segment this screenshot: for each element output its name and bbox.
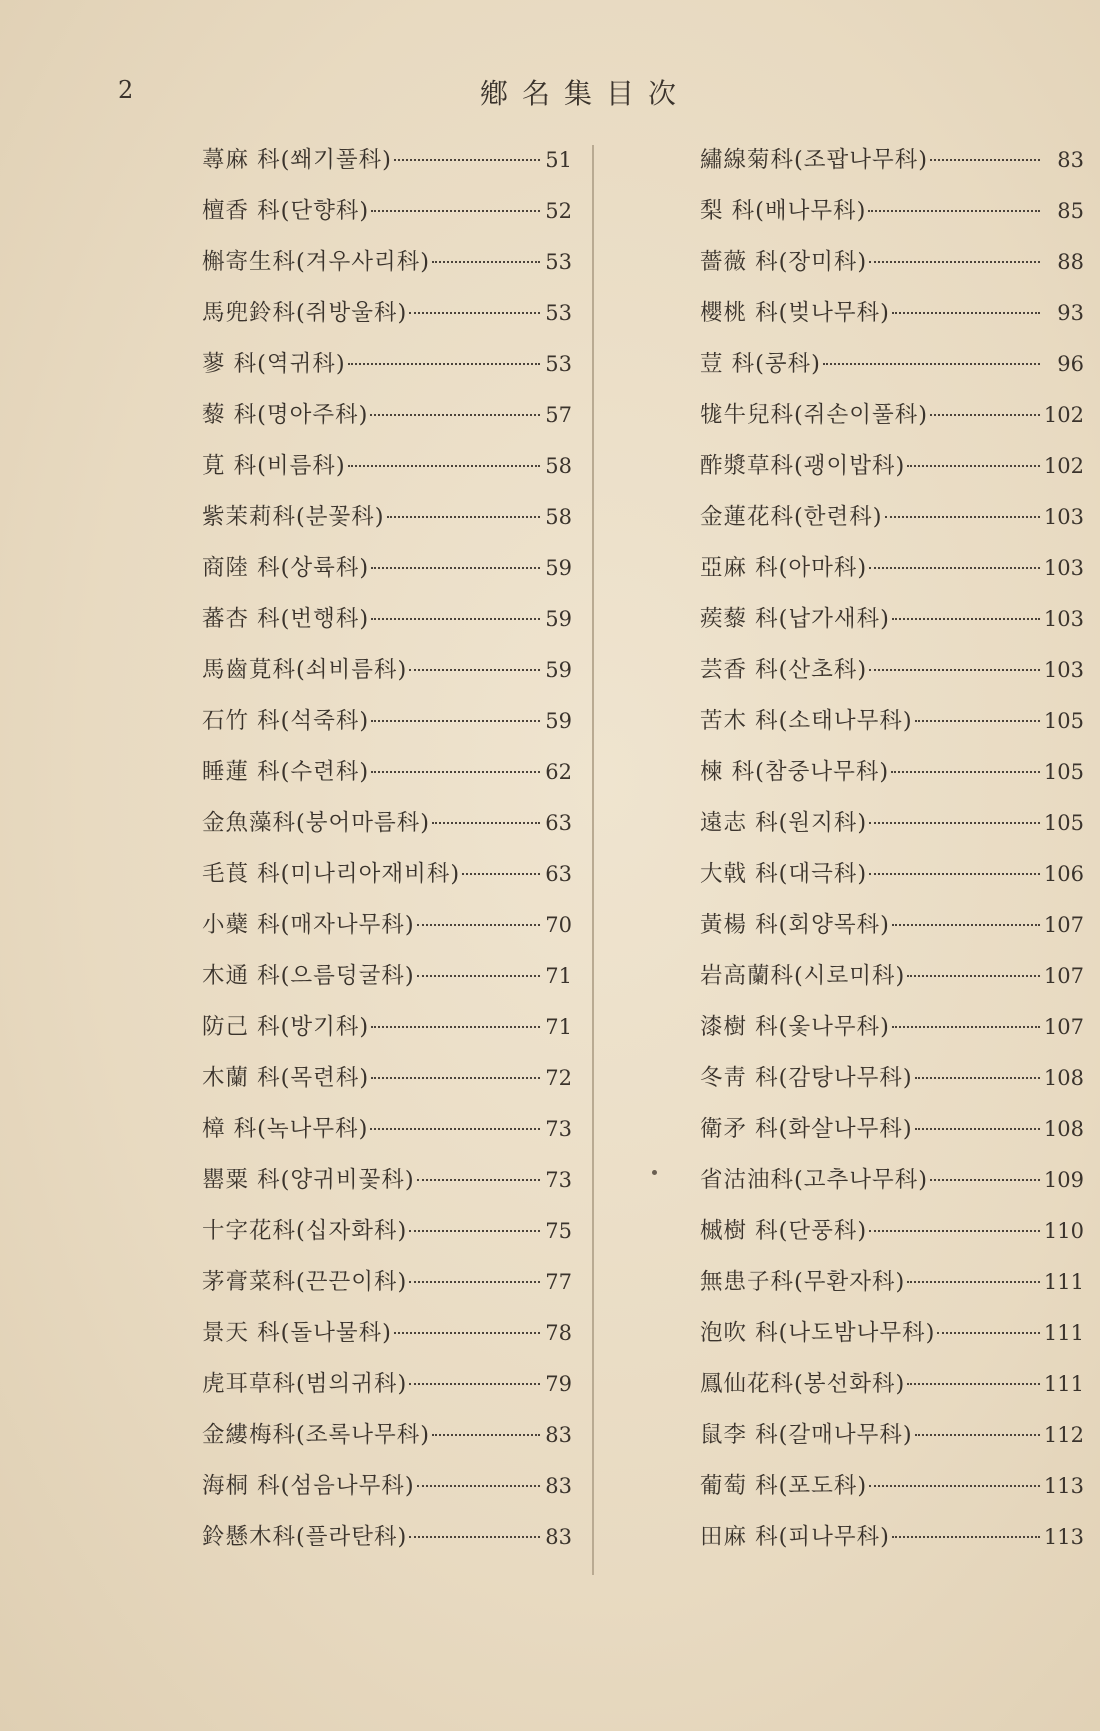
toc-entry-name: 金縷梅科(조록나무科) <box>202 1422 430 1448</box>
toc-entry-page: 113 <box>1043 1525 1084 1549</box>
toc-entry-name: 黃楊 科(회양목科) <box>700 912 890 938</box>
dot-leader <box>930 414 1040 416</box>
toc-entry <box>700 805 1084 856</box>
toc-left-column <box>202 142 572 1570</box>
toc-entry-page: 111 <box>1043 1321 1084 1345</box>
toc-entry <box>700 142 1084 193</box>
toc-entry-page: 102 <box>1043 403 1084 427</box>
toc-entry-page: 59 <box>545 658 572 682</box>
toc-entry-page: 113 <box>1043 1474 1084 1498</box>
toc-entry-name: 鳳仙花科(봉선화科) <box>700 1371 906 1397</box>
toc-entry-name: 紫茉莉科(분꽃科) <box>202 504 385 530</box>
dot-leader <box>892 1536 1040 1538</box>
toc-entry-name: 檀香 科(단향科) <box>202 198 370 224</box>
dot-leader <box>371 1026 540 1028</box>
toc-entry <box>202 295 572 346</box>
toc-entry-name: 省沽油科(고추나무科) <box>700 1167 928 1193</box>
dot-leader <box>432 1434 540 1436</box>
toc-entry-page: 59 <box>545 556 572 580</box>
toc-entry-name: 石竹 科(석죽科) <box>202 708 370 734</box>
toc-entry <box>202 397 572 448</box>
toc-entry-page: 73 <box>545 1168 572 1192</box>
toc-entry-name: 小蘗 科(매자나무科) <box>202 912 415 938</box>
dot-leader <box>937 1332 1040 1334</box>
toc-entry-page: 103 <box>1043 505 1084 529</box>
toc-entry-name: 馬齒莧科(쇠비름科) <box>202 657 408 683</box>
dot-leader <box>370 1128 540 1130</box>
toc-entry <box>202 856 572 907</box>
toc-entry <box>202 1060 572 1111</box>
toc-entry-page: 53 <box>545 250 572 274</box>
toc-entry-page: 107 <box>1043 964 1084 988</box>
dot-leader <box>371 567 540 569</box>
dot-leader <box>930 159 1040 161</box>
dot-leader <box>371 1077 540 1079</box>
toc-entry-name: 景天 科(돌나물科) <box>202 1320 392 1346</box>
toc-entry <box>202 499 572 550</box>
toc-entry-page: 77 <box>545 1270 572 1294</box>
toc-entry-page: 78 <box>545 1321 572 1345</box>
toc-entry-name: 蕁麻 科(쐐기풀科) <box>202 147 392 173</box>
dot-leader <box>432 822 540 824</box>
toc-entry-name: 大戟 科(대극科) <box>700 861 868 887</box>
toc-entry-name: 酢漿草科(괭이밥科) <box>700 453 906 479</box>
toc-entry-name: 繡線菊科(조팝나무科) <box>700 147 928 173</box>
toc-entry <box>700 958 1084 1009</box>
dot-leader <box>892 1026 1040 1028</box>
toc-entry-name: 岩高蘭科(시로미科) <box>700 963 906 989</box>
toc-entry <box>700 856 1084 907</box>
toc-entry <box>202 193 572 244</box>
dot-leader <box>907 1281 1040 1283</box>
toc-entry-page: 71 <box>545 1015 572 1039</box>
toc-entry-page: 59 <box>545 607 572 631</box>
toc-entry-page: 53 <box>545 352 572 376</box>
toc-entry-page: 109 <box>1043 1168 1084 1192</box>
toc-entry-name: 睡蓮 科(수련科) <box>202 759 370 785</box>
toc-entry <box>202 907 572 958</box>
toc-entry-page: 57 <box>545 403 572 427</box>
toc-entry <box>700 448 1084 499</box>
dot-leader <box>417 1179 540 1181</box>
toc-entry-name: 槲寄生科(겨우사리科) <box>202 249 430 275</box>
dot-leader <box>892 312 1040 314</box>
toc-entry-name: 木蘭 科(목련科) <box>202 1065 370 1091</box>
toc-entry-name: 荳 科(콩科) <box>700 351 821 377</box>
toc-entry-name: 毛莨 科(미나리아재비科) <box>202 861 461 887</box>
toc-entry <box>700 295 1084 346</box>
toc-entry-name: 防己 科(방기科) <box>202 1014 370 1040</box>
toc-entry <box>700 1111 1084 1162</box>
dot-leader <box>409 1383 540 1385</box>
toc-entry-name: 馬兜鈴科(쥐방울科) <box>202 300 408 326</box>
toc-entry-page: 70 <box>545 913 572 937</box>
toc-entry <box>202 1213 572 1264</box>
toc-entry-name: 樟 科(녹나무科) <box>202 1116 369 1142</box>
toc-entry <box>202 244 572 295</box>
dot-leader <box>869 567 1040 569</box>
toc-entry <box>700 1162 1084 1213</box>
toc-right-column <box>700 142 1084 1570</box>
toc-entry-page: 83 <box>545 1423 572 1447</box>
toc-entry <box>202 754 572 805</box>
toc-entry-name: 無患子科(무환자科) <box>700 1269 906 1295</box>
toc-entry <box>202 703 572 754</box>
toc-entry <box>700 193 1084 244</box>
toc-entry <box>202 1162 572 1213</box>
toc-entry <box>202 1009 572 1060</box>
dot-leader <box>432 261 540 263</box>
dot-leader <box>915 1434 1040 1436</box>
toc-entry <box>202 1366 572 1417</box>
toc-entry <box>202 1315 572 1366</box>
toc-entry <box>700 1519 1084 1570</box>
dot-leader <box>869 822 1040 824</box>
dot-leader <box>371 720 540 722</box>
dot-leader <box>417 924 540 926</box>
toc-entry <box>202 805 572 856</box>
dot-leader <box>409 669 540 671</box>
toc-entry-name: 亞麻 科(아마科) <box>700 555 868 581</box>
toc-entry-page: 83 <box>545 1474 572 1498</box>
toc-entry-name: 藜 科(명아주科) <box>202 402 369 428</box>
toc-entry <box>202 142 572 193</box>
toc-entry-page: 105 <box>1043 811 1084 835</box>
toc-entry-page: 106 <box>1043 862 1084 886</box>
toc-entry-page: 102 <box>1043 454 1084 478</box>
toc-entry-page: 62 <box>545 760 572 784</box>
dot-leader <box>915 1128 1040 1130</box>
toc-entry-page: 85 <box>1057 199 1084 223</box>
toc-entry <box>202 1519 572 1570</box>
toc-entry-page: 105 <box>1043 760 1084 784</box>
toc-entry-name: 櫻桃 科(벚나무科) <box>700 300 890 326</box>
dot-leader <box>869 1230 1040 1232</box>
toc-entry-page: 71 <box>545 964 572 988</box>
ink-speck <box>652 1170 657 1175</box>
dot-leader <box>907 465 1040 467</box>
toc-entry-name: 鈴懸木科(플라탄科) <box>202 1524 408 1550</box>
toc-entry-name: 莧 科(비름科) <box>202 453 346 479</box>
dot-leader <box>823 363 1040 365</box>
toc-entry-name: 冬靑 科(감탕나무科) <box>700 1065 913 1091</box>
toc-entry-name: 罌粟 科(양귀비꽃科) <box>202 1167 415 1193</box>
toc-entry <box>700 499 1084 550</box>
toc-entry-name: 木通 科(으름덩굴科) <box>202 963 415 989</box>
toc-entry-name: 薔薇 科(장미科) <box>700 249 868 275</box>
toc-entry-name: 梨 科(배나무科) <box>700 198 867 224</box>
toc-entry-page: 111 <box>1043 1270 1084 1294</box>
toc-entry-page: 58 <box>545 454 572 478</box>
toc-entry-name: 蕃杏 科(번행科) <box>202 606 370 632</box>
toc-entry-name: 海桐 科(섬음나무科) <box>202 1473 415 1499</box>
toc-entry <box>700 346 1084 397</box>
dot-leader <box>869 1485 1040 1487</box>
toc-entry <box>700 1468 1084 1519</box>
toc-entry <box>700 1213 1084 1264</box>
toc-entry-page: 103 <box>1043 658 1084 682</box>
toc-entry-page: 72 <box>545 1066 572 1090</box>
toc-entry-name: 楝 科(참중나무科) <box>700 759 890 785</box>
toc-entry-page: 83 <box>1057 148 1084 172</box>
toc-entry-page: 103 <box>1043 607 1084 631</box>
toc-entry-name: 漆樹 科(옻나무科) <box>700 1014 890 1040</box>
toc-entry-page: 110 <box>1043 1219 1084 1243</box>
dot-leader <box>409 1230 540 1232</box>
toc-entry-name: 金蓮花科(한련科) <box>700 504 883 530</box>
dot-leader <box>387 516 540 518</box>
toc-entry <box>700 550 1084 601</box>
toc-entry-name: 鼠李 科(갈매나무科) <box>700 1422 913 1448</box>
toc-entry-page: 88 <box>1057 250 1084 274</box>
dot-leader <box>417 975 540 977</box>
toc-entry-page: 73 <box>545 1117 572 1141</box>
dot-leader <box>915 720 1040 722</box>
toc-entry <box>700 1264 1084 1315</box>
toc-entry <box>202 958 572 1009</box>
toc-entry <box>700 1315 1084 1366</box>
running-title: 鄕名集目次 <box>480 77 691 110</box>
toc-entry-page: 53 <box>545 301 572 325</box>
toc-entry-page: 112 <box>1043 1423 1084 1447</box>
dot-leader <box>868 210 1040 212</box>
dot-leader <box>869 669 1040 671</box>
toc-entry <box>202 1264 572 1315</box>
dot-leader <box>394 1332 540 1334</box>
toc-entry-name: 金魚藻科(붕어마름科) <box>202 810 430 836</box>
toc-entry-page: 107 <box>1043 1015 1084 1039</box>
toc-entry-page: 108 <box>1043 1066 1084 1090</box>
toc-entry-name: 蒺藜 科(납가새科) <box>700 606 890 632</box>
toc-entry <box>202 652 572 703</box>
toc-entry-name: 泡吹 科(나도밤나무科) <box>700 1320 936 1346</box>
toc-entry <box>700 754 1084 805</box>
toc-entry-name: 茅膏菜科(끈끈이科) <box>202 1269 408 1295</box>
toc-entry <box>202 601 572 652</box>
dot-leader <box>394 159 540 161</box>
toc-entry-page: 63 <box>545 811 572 835</box>
dot-leader <box>885 516 1040 518</box>
toc-entry-page: 83 <box>545 1525 572 1549</box>
toc-entry <box>202 346 572 397</box>
toc-entry <box>202 1468 572 1519</box>
toc-entry-name: 十字花科(십자화科) <box>202 1218 408 1244</box>
dot-leader <box>417 1485 540 1487</box>
dot-leader <box>370 414 540 416</box>
dot-leader <box>371 618 540 620</box>
dot-leader <box>371 771 540 773</box>
toc-entry-name: 商陸 科(상륙科) <box>202 555 370 581</box>
dot-leader <box>348 465 540 467</box>
toc-entry <box>700 397 1084 448</box>
toc-entry-name: 葡萄 科(포도科) <box>700 1473 868 1499</box>
toc-entry-page: 59 <box>545 709 572 733</box>
toc-entry <box>202 1111 572 1162</box>
toc-entry <box>700 1417 1084 1468</box>
toc-entry-name: 牻牛兒科(쥐손이풀科) <box>700 402 928 428</box>
dot-leader <box>892 924 1040 926</box>
dot-leader <box>348 363 540 365</box>
toc-entry-page: 111 <box>1043 1372 1084 1396</box>
toc-entry <box>700 1009 1084 1060</box>
toc-entry-page: 96 <box>1057 352 1084 376</box>
dot-leader <box>869 873 1040 875</box>
toc-entry <box>202 550 572 601</box>
toc-entry-name: 虎耳草科(범의귀科) <box>202 1371 408 1397</box>
toc-entry-page: 79 <box>545 1372 572 1396</box>
dot-leader <box>409 1281 540 1283</box>
dot-leader <box>915 1077 1040 1079</box>
toc-entry-page: 107 <box>1043 913 1084 937</box>
toc-entry-name: 衛矛 科(화살나무科) <box>700 1116 913 1142</box>
toc-entry <box>700 244 1084 295</box>
toc-entry <box>700 1366 1084 1417</box>
dot-leader <box>891 771 1040 773</box>
dot-leader <box>892 618 1040 620</box>
toc-entry <box>700 601 1084 652</box>
toc-entry-page: 63 <box>545 862 572 886</box>
toc-entry-page: 58 <box>545 505 572 529</box>
toc-entry <box>202 448 572 499</box>
dot-leader <box>409 312 540 314</box>
toc-entry-page: 108 <box>1043 1117 1084 1141</box>
toc-entry <box>700 652 1084 703</box>
toc-entry-name: 蓼 科(역귀科) <box>202 351 346 377</box>
toc-entry-name: 遠志 科(원지科) <box>700 810 868 836</box>
toc-entry-name: 田麻 科(피나무科) <box>700 1524 890 1550</box>
toc-entry-page: 51 <box>545 148 572 172</box>
toc-entry <box>700 1060 1084 1111</box>
toc-entry-page: 105 <box>1043 709 1084 733</box>
toc-entry <box>202 1417 572 1468</box>
column-divider <box>592 145 594 1575</box>
toc-entry-name: 苦木 科(소태나무科) <box>700 708 913 734</box>
toc-entry-page: 103 <box>1043 556 1084 580</box>
toc-entry-page: 75 <box>545 1219 572 1243</box>
dot-leader <box>371 210 540 212</box>
toc-entry-page: 93 <box>1057 301 1084 325</box>
page-number: 2 <box>118 76 136 104</box>
toc-entry <box>700 703 1084 754</box>
toc-entry-name: 槭樹 科(단풍科) <box>700 1218 868 1244</box>
dot-leader <box>462 873 540 875</box>
dot-leader <box>930 1179 1040 1181</box>
dot-leader <box>907 975 1040 977</box>
toc-entry-name: 芸香 科(산초科) <box>700 657 868 683</box>
dot-leader <box>409 1536 540 1538</box>
toc-entry-page: 52 <box>545 199 572 223</box>
dot-leader <box>869 261 1040 263</box>
dot-leader <box>907 1383 1040 1385</box>
toc-entry <box>700 907 1084 958</box>
